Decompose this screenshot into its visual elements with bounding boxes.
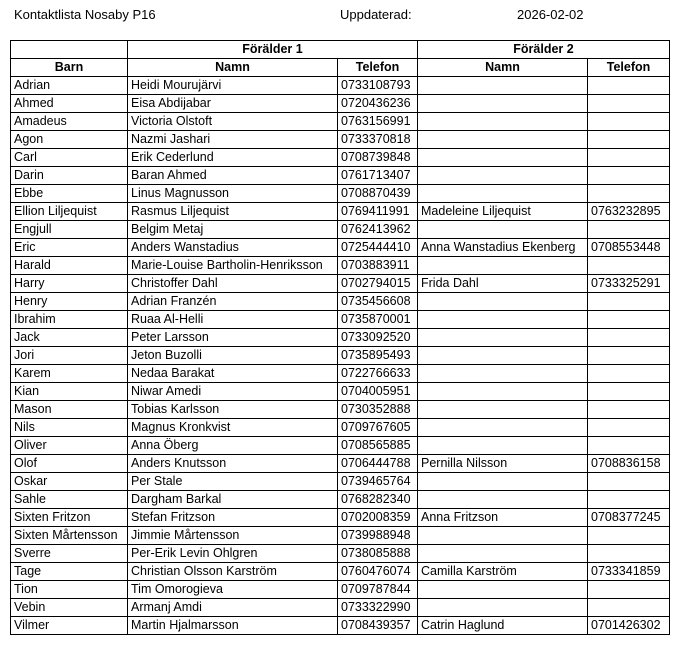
child-name-cell: Vebin (11, 599, 128, 617)
parent1-phone-cell: 0763156991 (338, 113, 418, 131)
parent1-phone-cell: 0733108793 (338, 77, 418, 95)
parent1-name-cell: Dargham Barkal (128, 491, 338, 509)
table-row (11, 113, 670, 131)
parent1-phone-cell: 0720436236 (338, 95, 418, 113)
parent2-phone-cell (588, 437, 670, 455)
parent1-name-cell: Anders Wanstadius (128, 239, 338, 257)
parent1-group-header: Förälder 1 (128, 41, 418, 59)
parent2-name-cell (418, 95, 588, 113)
parent2-name-cell (418, 149, 588, 167)
child-name-cell: Agon (11, 131, 128, 149)
parent2-phone-cell: 0733325291 (588, 275, 670, 293)
updated-label: Uppdaterad: (340, 7, 412, 22)
parent2-phone-cell (588, 131, 670, 149)
parent1-phone-cell: 0709767605 (338, 419, 418, 437)
table-row (11, 491, 670, 509)
child-name-cell: Sverre (11, 545, 128, 563)
table-row (11, 437, 670, 455)
table-row (11, 545, 670, 563)
table-row (11, 329, 670, 347)
parent2-phone-cell (588, 329, 670, 347)
parent2-name-cell (418, 383, 588, 401)
table-body (11, 77, 670, 635)
parent1-phone-cell: 0709787844 (338, 581, 418, 599)
table-row (11, 293, 670, 311)
parent1-phone-cell: 0733092520 (338, 329, 418, 347)
parent2-phone-cell (588, 365, 670, 383)
table-row (11, 527, 670, 545)
parent2-name-cell (418, 581, 588, 599)
parent1-name-cell: Belgim Metaj (128, 221, 338, 239)
parent2-name-cell (418, 473, 588, 491)
parent1-phone-cell: 0708439357 (338, 617, 418, 635)
table-row (11, 185, 670, 203)
parent1-name-cell: Anders Knutsson (128, 455, 338, 473)
parent1-phone-cell: 0722766633 (338, 365, 418, 383)
child-name-cell: Carl (11, 149, 128, 167)
parent2-name-cell (418, 365, 588, 383)
parent1-name-cell: Per Stale (128, 473, 338, 491)
parent2-name-cell (418, 545, 588, 563)
parent1-name-cell: Martin Hjalmarsson (128, 617, 338, 635)
parent1-phone-cell: 0739465764 (338, 473, 418, 491)
parent1-phone-cell: 0703883911 (338, 257, 418, 275)
parent1-phone-cell: 0704005951 (338, 383, 418, 401)
child-name-cell: Oskar (11, 473, 128, 491)
parent2-phone-cell (588, 401, 670, 419)
parent1-name-cell: Christoffer Dahl (128, 275, 338, 293)
parent2-name-cell (418, 293, 588, 311)
parent1-name-cell: Armanj Amdi (128, 599, 338, 617)
child-name-cell: Tage (11, 563, 128, 581)
parent2-phone-cell (588, 491, 670, 509)
parent2-phone-cell (588, 473, 670, 491)
parent1-phone-cell: 0708739848 (338, 149, 418, 167)
table-row (11, 131, 670, 149)
parent2-group-header: Förälder 2 (418, 41, 670, 59)
parent2-phone-cell (588, 527, 670, 545)
parent1-phone-cell: 0769411991 (338, 203, 418, 221)
parent1-name-cell: Anna Öberg (128, 437, 338, 455)
parent1-phone-cell: 0739988948 (338, 527, 418, 545)
child-name-cell: Eric (11, 239, 128, 257)
table-row (11, 221, 670, 239)
child-name-cell: Sixten Fritzon (11, 509, 128, 527)
table-row (11, 149, 670, 167)
parent1-phone-cell: 0708565885 (338, 437, 418, 455)
parent2-name-cell (418, 527, 588, 545)
parent2-phone-column-header: Telefon (588, 59, 670, 77)
parent1-name-cell: Nazmi Jashari (128, 131, 338, 149)
table-row (11, 455, 670, 473)
parent1-phone-cell: 0725444410 (338, 239, 418, 257)
parent2-name-cell (418, 347, 588, 365)
parent2-name-cell: Madeleine Liljequist (418, 203, 588, 221)
contact-table (10, 40, 670, 635)
child-name-cell: Kian (11, 383, 128, 401)
parent1-name-cell: Magnus Kronkvist (128, 419, 338, 437)
parent2-phone-cell (588, 77, 670, 95)
parent1-phone-cell: 0735895493 (338, 347, 418, 365)
table-row (11, 239, 670, 257)
parent1-name-cell: Christian Olsson Karström (128, 563, 338, 581)
child-name-cell: Oliver (11, 437, 128, 455)
parent1-phone-cell: 0733370818 (338, 131, 418, 149)
parent2-phone-cell (588, 347, 670, 365)
updated-date: 2026-02-02 (517, 7, 584, 22)
table-row (11, 365, 670, 383)
parent2-name-cell: Catrin Haglund (418, 617, 588, 635)
parent1-phone-cell: 0708870439 (338, 185, 418, 203)
parent2-phone-cell (588, 113, 670, 131)
parent2-phone-cell (588, 221, 670, 239)
parent2-name-cell (418, 257, 588, 275)
parent2-name-cell: Frida Dahl (418, 275, 588, 293)
parent2-name-cell (418, 437, 588, 455)
child-column-header: Barn (11, 59, 128, 77)
parent2-phone-cell (588, 293, 670, 311)
parent2-phone-cell (588, 419, 670, 437)
parent2-phone-cell: 0708836158 (588, 455, 670, 473)
parent1-phone-cell: 0706444788 (338, 455, 418, 473)
parent2-phone-cell: 0733341859 (588, 563, 670, 581)
parent1-phone-cell: 0738085888 (338, 545, 418, 563)
child-name-cell: Amadeus (11, 113, 128, 131)
table-row (11, 275, 670, 293)
table-row (11, 347, 670, 365)
parent1-name-cell: Stefan Fritzson (128, 509, 338, 527)
table-row (11, 311, 670, 329)
table-row (11, 473, 670, 491)
child-name-cell: Ebbe (11, 185, 128, 203)
parent2-phone-cell (588, 257, 670, 275)
table-row (11, 419, 670, 437)
parent1-name-cell: Tim Omorogieva (128, 581, 338, 599)
table-row (11, 581, 670, 599)
child-name-cell: Darin (11, 167, 128, 185)
parent2-phone-cell (588, 545, 670, 563)
table-row (11, 383, 670, 401)
parent1-name-cell: Peter Larsson (128, 329, 338, 347)
group-header-row (11, 41, 670, 59)
parent2-name-cell: Anna Fritzson (418, 509, 588, 527)
empty-header-cell (11, 41, 128, 59)
parent1-name-cell: Tobias Karlsson (128, 401, 338, 419)
table-row (11, 167, 670, 185)
parent1-phone-cell: 0702794015 (338, 275, 418, 293)
table-row (11, 617, 670, 635)
parent1-name-cell: Jeton Buzolli (128, 347, 338, 365)
parent2-name-cell (418, 185, 588, 203)
child-name-cell: Harry (11, 275, 128, 293)
parent1-phone-cell: 0761713407 (338, 167, 418, 185)
parent2-name-cell (418, 311, 588, 329)
parent1-name-cell: Ruaa Al-Helli (128, 311, 338, 329)
parent1-name-column-header: Namn (128, 59, 338, 77)
parent1-name-cell: Victoria Olstoft (128, 113, 338, 131)
table-row (11, 563, 670, 581)
parent2-phone-cell (588, 581, 670, 599)
child-name-cell: Engjull (11, 221, 128, 239)
parent1-phone-cell: 0762413962 (338, 221, 418, 239)
parent2-name-cell (418, 167, 588, 185)
parent1-name-cell: Linus Magnusson (128, 185, 338, 203)
parent1-name-cell: Rasmus Liljequist (128, 203, 338, 221)
child-name-cell: Vilmer (11, 617, 128, 635)
table-row (11, 95, 670, 113)
parent1-phone-cell: 0735870001 (338, 311, 418, 329)
parent2-name-cell (418, 77, 588, 95)
parent1-phone-column-header: Telefon (338, 59, 418, 77)
parent2-name-cell (418, 599, 588, 617)
parent2-phone-cell (588, 383, 670, 401)
parent2-name-cell (418, 221, 588, 239)
parent1-name-cell: Jimmie Mårtensson (128, 527, 338, 545)
parent2-name-cell (418, 401, 588, 419)
parent1-name-cell: Eisa Abdijabar (128, 95, 338, 113)
parent1-name-cell: Niwar Amedi (128, 383, 338, 401)
parent1-phone-cell: 0730352888 (338, 401, 418, 419)
parent1-name-cell: Adrian Franzén (128, 293, 338, 311)
parent2-name-cell (418, 113, 588, 131)
parent1-name-cell: Baran Ahmed (128, 167, 338, 185)
child-name-cell: Jori (11, 347, 128, 365)
child-name-cell: Ellion Liljequist (11, 203, 128, 221)
parent2-name-cell (418, 419, 588, 437)
table-row (11, 401, 670, 419)
parent2-name-cell (418, 329, 588, 347)
parent2-name-cell: Pernilla Nilsson (418, 455, 588, 473)
child-name-cell: Olof (11, 455, 128, 473)
parent1-name-cell: Per-Erik Levin Ohlgren (128, 545, 338, 563)
child-name-cell: Henry (11, 293, 128, 311)
parent2-phone-cell: 0701426302 (588, 617, 670, 635)
parent2-phone-cell (588, 95, 670, 113)
parent2-phone-cell (588, 167, 670, 185)
child-name-cell: Ibrahim (11, 311, 128, 329)
parent2-phone-cell: 0763232895 (588, 203, 670, 221)
parent1-name-cell: Erik Cederlund (128, 149, 338, 167)
child-name-cell: Harald (11, 257, 128, 275)
parent1-name-cell: Nedaa Barakat (128, 365, 338, 383)
child-name-cell: Adrian (11, 77, 128, 95)
child-name-cell: Ahmed (11, 95, 128, 113)
parent1-name-cell: Heidi Mourujärvi (128, 77, 338, 95)
parent2-name-column-header: Namn (418, 59, 588, 77)
child-name-cell: Nils (11, 419, 128, 437)
parent2-name-cell: Camilla Karström (418, 563, 588, 581)
parent1-phone-cell: 0768282340 (338, 491, 418, 509)
table-row (11, 509, 670, 527)
table-row (11, 599, 670, 617)
parent2-name-cell: Anna Wanstadius Ekenberg (418, 239, 588, 257)
child-name-cell: Jack (11, 329, 128, 347)
parent1-phone-cell: 0735456608 (338, 293, 418, 311)
parent2-phone-cell: 0708553448 (588, 239, 670, 257)
parent2-phone-cell (588, 149, 670, 167)
parent2-phone-cell (588, 311, 670, 329)
child-name-cell: Tion (11, 581, 128, 599)
child-name-cell: Mason (11, 401, 128, 419)
child-name-cell: Karem (11, 365, 128, 383)
parent1-phone-cell: 0760476074 (338, 563, 418, 581)
child-name-cell: Sixten Mårtensson (11, 527, 128, 545)
parent1-phone-cell: 0702008359 (338, 509, 418, 527)
parent2-name-cell (418, 131, 588, 149)
child-name-cell: Sahle (11, 491, 128, 509)
table-row (11, 257, 670, 275)
parent2-phone-cell (588, 599, 670, 617)
document-title: Kontaktlista Nosaby P16 (14, 7, 156, 22)
parent2-phone-cell: 0708377245 (588, 509, 670, 527)
table-row (11, 77, 670, 95)
parent1-phone-cell: 0733322990 (338, 599, 418, 617)
table-row (11, 203, 670, 221)
parent1-name-cell: Marie-Louise Bartholin-Henriksson (128, 257, 338, 275)
parent2-phone-cell (588, 185, 670, 203)
parent2-name-cell (418, 491, 588, 509)
column-header-row (11, 59, 670, 77)
